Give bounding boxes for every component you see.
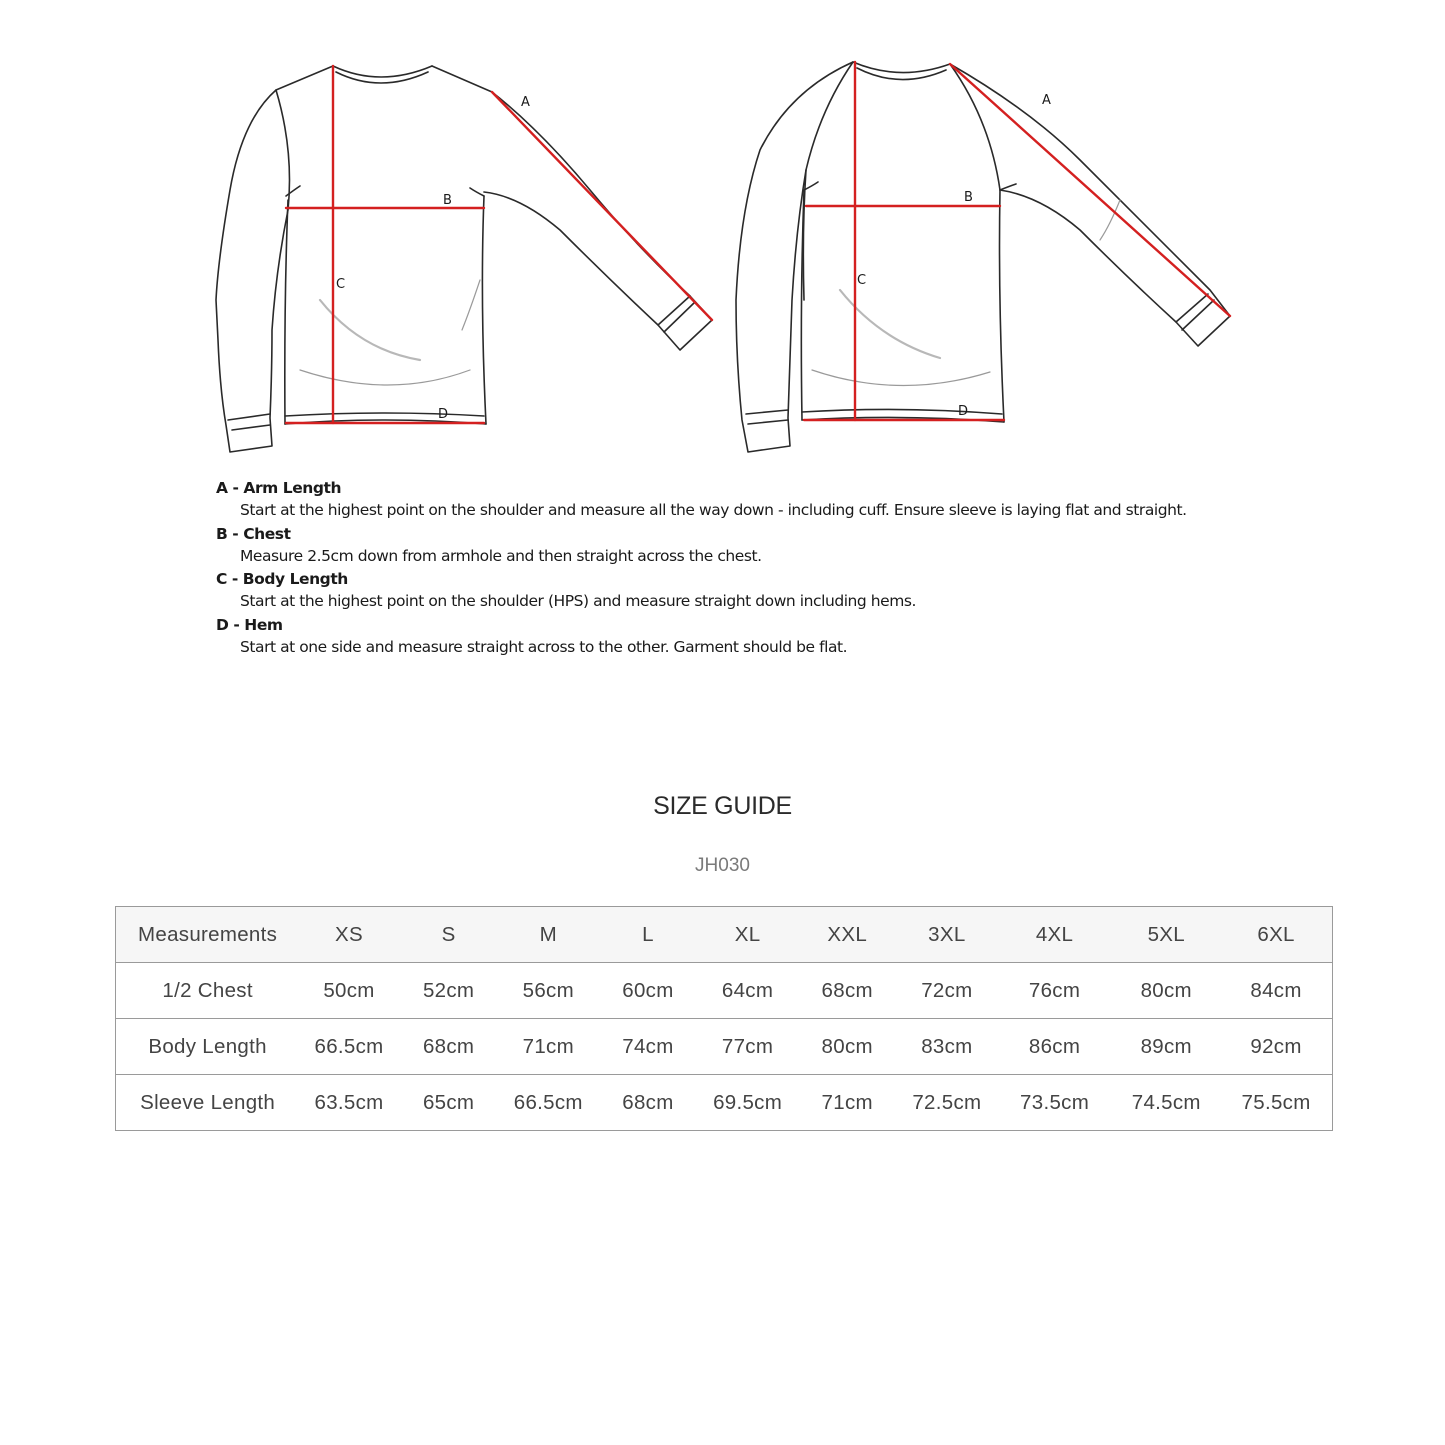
instruction-heading: C - Body Length (216, 570, 348, 588)
table-cell: 73.5cm (997, 1075, 1113, 1131)
table-row-body-length (116, 1019, 1333, 1075)
header-cell-measurements: Measurements (116, 907, 300, 963)
table-cell: 80cm (797, 1019, 897, 1075)
right-garment-illustration (736, 62, 1230, 452)
right-label-a: A (1042, 93, 1051, 108)
table-row-half-chest (116, 963, 1333, 1019)
table-cell: 92cm (1220, 1019, 1332, 1075)
header-cell-m: M (498, 907, 598, 963)
product-code: JH030 (695, 855, 750, 876)
instruction-chest (216, 523, 1196, 569)
table-cell: 68cm (598, 1075, 698, 1131)
header-cell-4xl: 4XL (997, 907, 1113, 963)
left-measure-lines (286, 66, 712, 423)
table-cell: 68cm (399, 1019, 499, 1075)
table-cell: 74.5cm (1112, 1075, 1220, 1131)
table-cell: 75.5cm (1220, 1075, 1332, 1131)
table-cell: 69.5cm (698, 1075, 798, 1131)
size-guide-title: SIZE GUIDE (653, 792, 792, 820)
table-cell: 72.5cm (897, 1075, 997, 1131)
table-cell: 77cm (698, 1019, 798, 1075)
table-cell: 68cm (797, 963, 897, 1019)
instruction-heading: D - Hem (216, 615, 283, 634)
measurement-instructions (216, 477, 1196, 659)
right-measure-labels (857, 93, 1051, 419)
right-label-d: D (958, 404, 969, 419)
instruction-hem (216, 614, 1196, 660)
instruction-text: Start at one side and measure straight across to the other. Garment should be flat. (240, 637, 848, 656)
table-cell: 66.5cm (498, 1075, 598, 1131)
table-cell: 56cm (498, 963, 598, 1019)
size-table-header-row (116, 907, 1333, 963)
left-garment-illustration (216, 66, 712, 452)
table-cell: 71cm (498, 1019, 598, 1075)
table-cell: 89cm (1112, 1019, 1220, 1075)
row-label: Body Length (116, 1019, 300, 1075)
left-label-c: C (336, 277, 346, 292)
row-label: Sleeve Length (116, 1075, 300, 1131)
table-cell: 64cm (698, 963, 798, 1019)
header-cell-6xl: 6XL (1220, 907, 1332, 963)
table-cell: 50cm (299, 963, 399, 1019)
right-label-b: B (964, 190, 973, 205)
header-cell-s: S (399, 907, 499, 963)
header-cell-xl: XL (698, 907, 798, 963)
left-label-b: B (443, 193, 452, 208)
instruction-heading: A - Arm Length (216, 479, 342, 497)
table-cell: 74cm (598, 1019, 698, 1075)
table-cell: 60cm (598, 963, 698, 1019)
table-cell: 63.5cm (299, 1075, 399, 1131)
table-cell: 52cm (399, 963, 499, 1019)
right-label-c: C (857, 273, 867, 288)
table-cell: 66.5cm (299, 1019, 399, 1075)
header-cell-5xl: 5XL (1112, 907, 1220, 963)
instruction-body-length (216, 568, 1196, 614)
left-label-a: A (521, 95, 530, 110)
header-cell-l: L (598, 907, 698, 963)
table-cell: 80cm (1112, 963, 1220, 1019)
instruction-text: Measure 2.5cm down from armhole and then straight across the chest. (240, 546, 762, 565)
instruction-text: Start at the highest point on the shoulder and measure all the way down - including cuff. Ensure sleeve is laying flat and straight. (240, 501, 1187, 519)
table-row-sleeve-length (116, 1075, 1333, 1131)
table-cell: 86cm (997, 1019, 1113, 1075)
table-cell: 71cm (797, 1075, 897, 1131)
table-cell: 76cm (997, 963, 1113, 1019)
table-cell: 83cm (897, 1019, 997, 1075)
instruction-heading: B - Chest (216, 524, 291, 543)
table-cell: 84cm (1220, 963, 1332, 1019)
garment-diagram (0, 0, 1445, 470)
table-cell: 72cm (897, 963, 997, 1019)
left-label-d: D (438, 407, 449, 422)
table-cell: 65cm (399, 1075, 499, 1131)
header-cell-xxl: XXL (797, 907, 897, 963)
instruction-arm-length (216, 477, 1196, 523)
instruction-text: Start at the highest point on the shoulder (HPS) and measure straight down including hems. (240, 592, 917, 610)
right-measure-lines (804, 62, 1230, 420)
left-measure-labels (336, 95, 530, 422)
row-label: 1/2 Chest (116, 963, 300, 1019)
size-table (115, 906, 1333, 1131)
header-cell-3xl: 3XL (897, 907, 997, 963)
header-cell-xs: XS (299, 907, 399, 963)
